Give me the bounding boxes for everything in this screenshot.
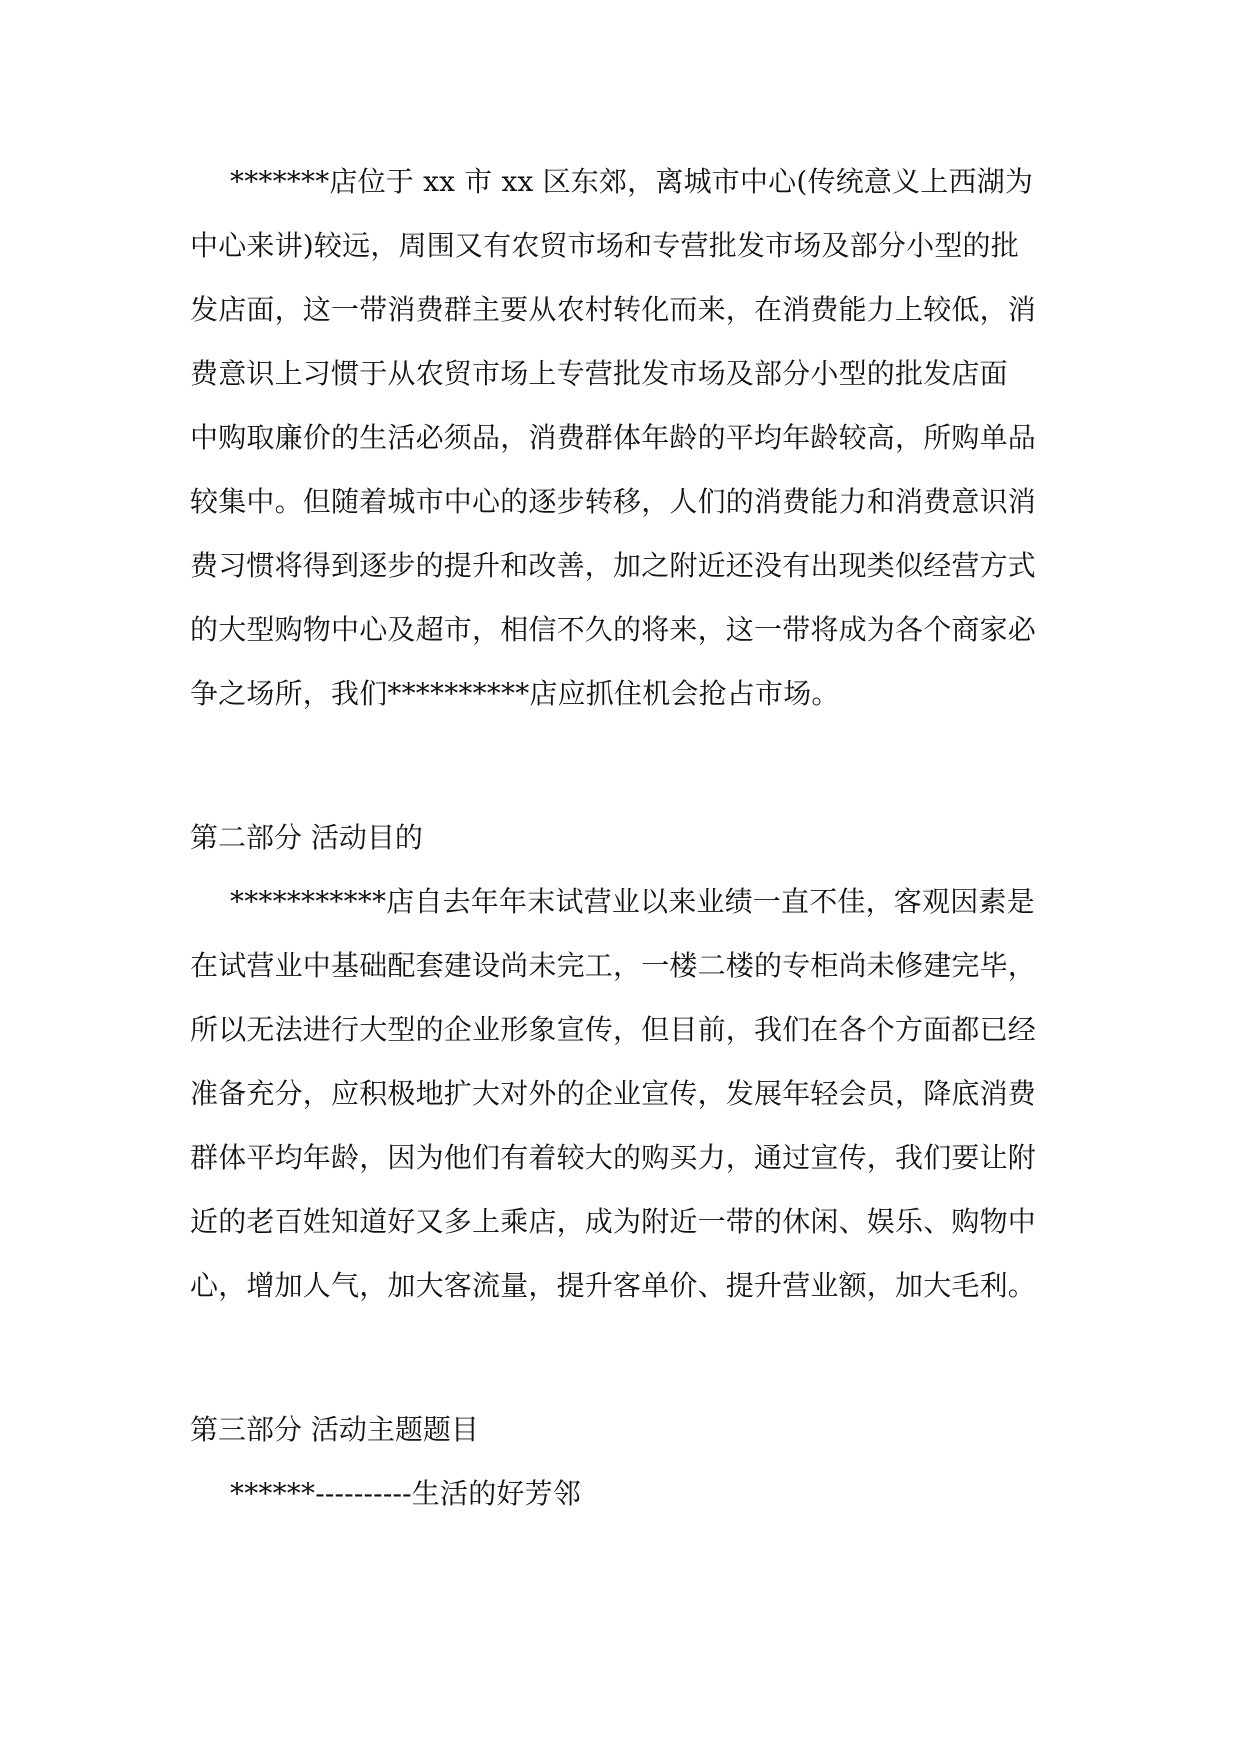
paragraph-line: 的大型购物中心及超市，相信不久的将来，这一带将成为各个商家必 [190, 613, 1037, 646]
section-heading-purpose [190, 806, 1070, 870]
paragraph-line: 费意识上习惯于从农贸市场上专营批发市场及部分小型的批发店面 [190, 357, 1008, 390]
paragraph-line: 所以无法进行大型的企业形象宣传，但目前，我们在各个方面都已经 [190, 1013, 1037, 1046]
paragraph-line: *******店位于 xx 市 xx 区东郊，离城市中心(传统意义上西湖为 [230, 165, 1034, 198]
paragraph-line: ***********店自去年年末试营业以来业绩一直不佳，客观因素是 [230, 885, 1035, 918]
paragraph-line: 较集中。但随着城市中心的逐步转移，人们的消费能力和消费意识消 [190, 485, 1037, 518]
section-heading: 第二部分 活动目的 [190, 821, 423, 854]
paragraph-line: 争之场所，我们**********店应抓住机会抢占市场。 [190, 677, 840, 710]
paragraph-line: 在试营业中基础配套建设尚未完工，一楼二楼的专柜尚未修建完毕， [190, 949, 1037, 982]
background-paragraph [190, 150, 1070, 726]
section-heading-theme [190, 1398, 1070, 1462]
section-heading: 第三部分 活动主题题目 [190, 1413, 479, 1446]
paragraph-line: 中购取廉价的生活必须品，消费群体年龄的平均年龄较高，所购单品 [190, 421, 1037, 454]
paragraph-line: ******----------生活的好芳邻 [230, 1477, 582, 1510]
theme-paragraph [190, 1462, 1070, 1526]
paragraph-line: 近的老百姓知道好又多上乘店，成为附近一带的休闲、娱乐、购物中 [190, 1205, 1037, 1238]
purpose-paragraph [190, 870, 1070, 1318]
paragraph-line: 费习惯将得到逐步的提升和改善，加之附近还没有出现类似经营方式 [190, 549, 1037, 582]
paragraph-line: 中心来讲)较远，周围又有农贸市场和专营批发市场及部分小型的批 [190, 229, 1019, 262]
paragraph-line: 准备充分，应积极地扩大对外的企业宣传，发展年轻会员，降底消费 [190, 1077, 1037, 1110]
paragraph-line: 群体平均年龄，因为他们有着较大的购买力，通过宣传，我们要让附 [190, 1141, 1037, 1174]
paragraph-line: 发店面，这一带消费群主要从农村转化而来，在消费能力上较低，消 [190, 293, 1037, 326]
paragraph-line: 心，增加人气，加大客流量，提升客单价、提升营业额，加大毛利。 [190, 1269, 1037, 1302]
